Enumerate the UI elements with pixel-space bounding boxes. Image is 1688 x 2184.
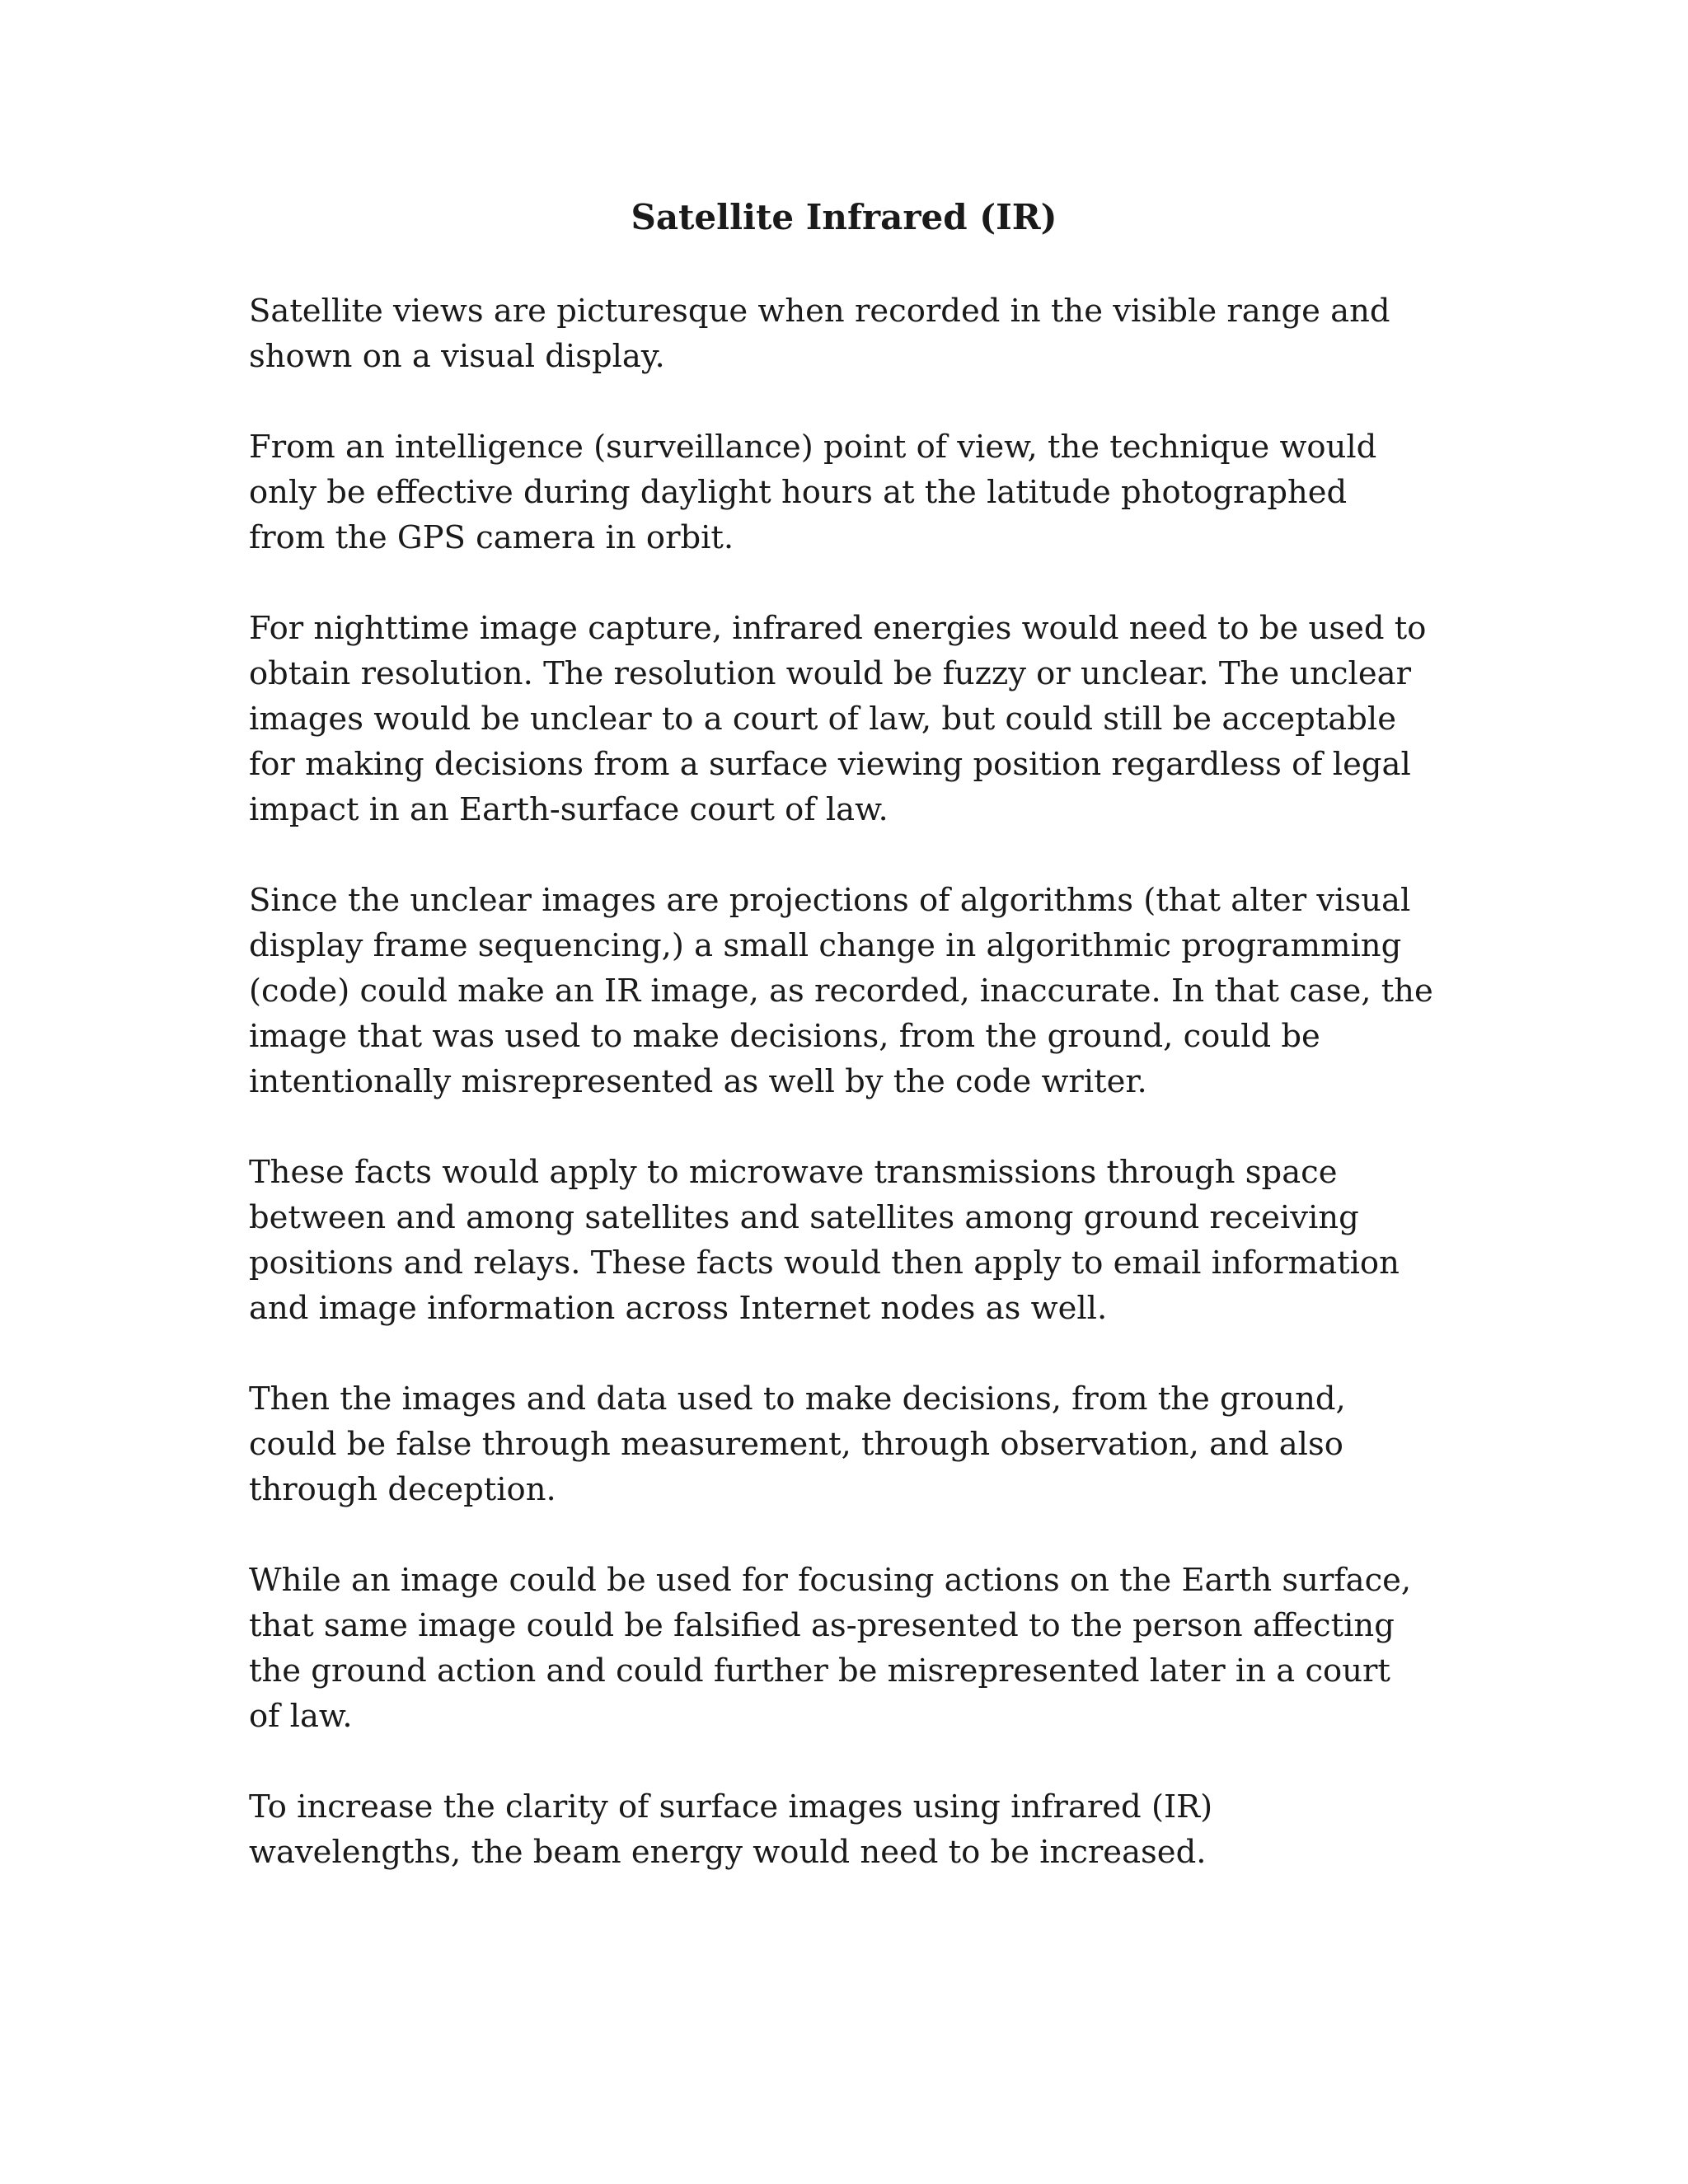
- paragraph-2: [249, 424, 1469, 560]
- text-line: and image information across Internet nodes as well.: [249, 1290, 1108, 1327]
- text-line: display frame sequencing,) a small change in algorithmic programming: [249, 927, 1402, 964]
- text-line: These facts would apply to microwave transmissions through space: [249, 1154, 1338, 1191]
- paragraph-5: [249, 1150, 1469, 1331]
- text-line: Since the unclear images are projections of algorithms (that alter visual: [249, 882, 1411, 919]
- text-line: from the GPS camera in orbit.: [249, 519, 734, 556]
- text-line: only be effective during daylight hours at the latitude photographed: [249, 474, 1348, 511]
- text-line: images would be unclear to a court of law, but could still be acceptable: [249, 701, 1396, 738]
- text-line: for making decisions from a surface viewing position regardless of legal: [249, 746, 1411, 783]
- text-line: that same image could be falsified as-presented to the person affecting: [249, 1607, 1395, 1644]
- text-line: Satellite views are picturesque when recorded in the visible range and: [249, 293, 1390, 330]
- text-line: of law.: [249, 1698, 353, 1735]
- text-line: impact in an Earth-surface court of law.: [249, 791, 889, 828]
- paragraph-4: [249, 878, 1469, 1104]
- text-line: between and among satellites and satellites among ground receiving: [249, 1199, 1359, 1236]
- text-line: obtain resolution. The resolution would be fuzzy or unclear. The unclear: [249, 655, 1411, 692]
- text-line: From an intelligence (surveillance) point of view, the technique would: [249, 429, 1377, 466]
- text-line: the ground action and could further be misrepresented later in a court: [249, 1652, 1390, 1690]
- text-line: wavelengths, the beam energy would need to be increased.: [249, 1834, 1207, 1871]
- document-title: Satellite Infrared (IR): [631, 197, 1057, 237]
- paragraph-7: [249, 1558, 1469, 1739]
- text-line: could be false through measurement, through observation, and also: [249, 1426, 1343, 1463]
- paragraph-3: [249, 606, 1469, 832]
- text-line: For nighttime image capture, infrared energies would need to be used to: [249, 610, 1427, 647]
- text-line: positions and relays. These facts would then apply to email information: [249, 1244, 1400, 1282]
- text-line: While an image could be used for focusing actions on the Earth surface,: [249, 1562, 1412, 1599]
- text-line: image that was used to make decisions, from the ground, could be: [249, 1018, 1320, 1055]
- text-line: Then the images and data used to make decisions, from the ground,: [249, 1380, 1346, 1418]
- document-body: [249, 288, 1469, 1920]
- text-line: To increase the clarity of surface images using infrared (IR): [249, 1788, 1213, 1825]
- text-line: (code) could make an IR image, as recorded, inaccurate. In that case, the: [249, 972, 1433, 1010]
- text-line: through deception.: [249, 1471, 556, 1508]
- paragraph-1: [249, 288, 1469, 379]
- paragraph-8: [249, 1784, 1469, 1875]
- text-line: intentionally misrepresented as well by the code writer.: [249, 1063, 1147, 1100]
- text-line: shown on a visual display.: [249, 338, 665, 375]
- paragraph-6: [249, 1376, 1469, 1512]
